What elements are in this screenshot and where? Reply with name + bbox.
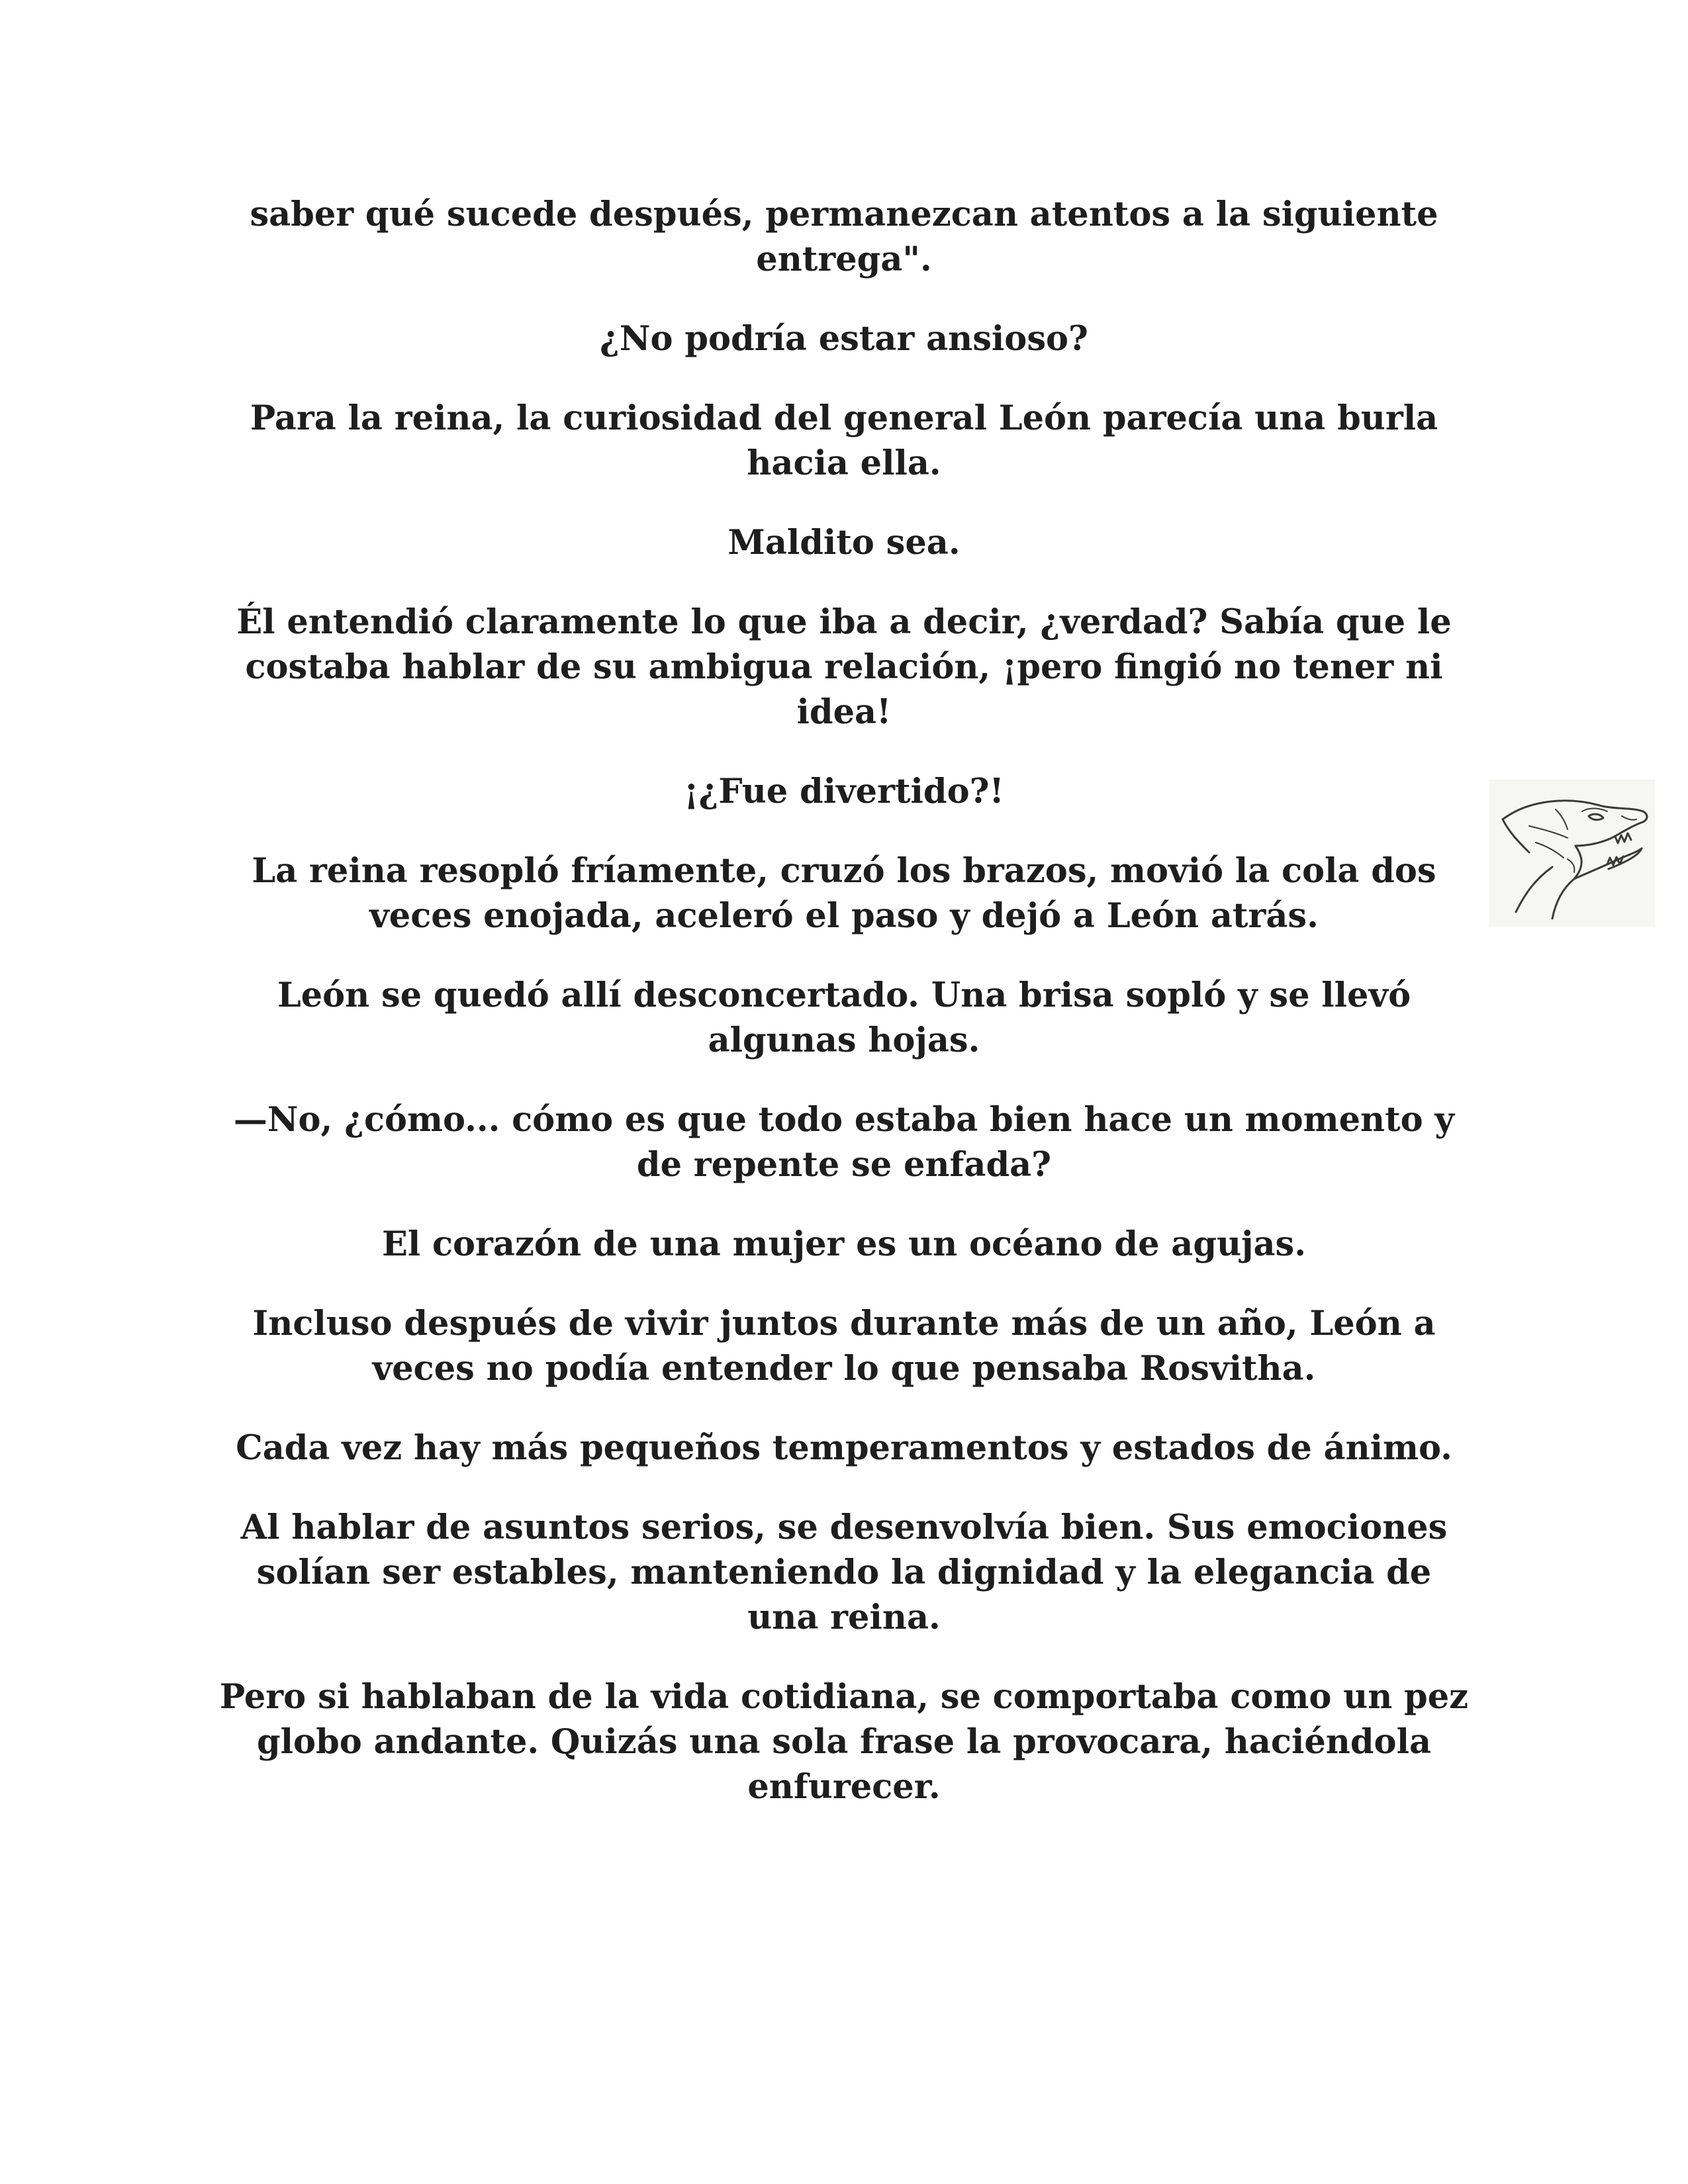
paragraph: Maldito sea. xyxy=(727,523,961,563)
dinosaur-head-icon xyxy=(1489,780,1655,927)
paragraph: Para la reina, la curiosidad del general León parecía una burla hacia ella. xyxy=(250,398,1438,483)
paragraph: León se quedó allí desconcertado. Una brisa sopló y se llevó algunas hojas. xyxy=(277,976,1411,1060)
paragraph: ¿No podría estar ansioso? xyxy=(600,319,1088,359)
paragraph: Pero si hablaban de la vida cotidiana, se comportaba como un pez globo andante. Quizás una sola frase la provocara, haciéndola enfurecer. xyxy=(219,1677,1469,1807)
body-text xyxy=(218,192,1470,1844)
paragraph: Él entendió claramente lo que iba a decir, ¿verdad? Sabía que le costaba hablar de su ambigua relación, ¡pero fingió no tener ni idea! xyxy=(236,602,1452,732)
paragraph: El corazón de una mujer es un océano de agujas. xyxy=(381,1224,1307,1264)
paragraph: Cada vez hay más pequeños temperamentos y estados de ánimo. xyxy=(236,1428,1452,1468)
paragraph: Incluso después de vivir juntos durante más de un año, León a veces no podía entender lo que pensaba Rosvitha. xyxy=(252,1304,1436,1388)
paragraph: —No, ¿cómo... cómo es que todo estaba bien hace un momento y de repente se enfada? xyxy=(233,1100,1455,1185)
paragraph: Al hablar de asuntos serios, se desenvolvía bien. Sus emociones solían ser estables, manteniendo la dignidad y la elegancia de una reina. xyxy=(240,1508,1448,1637)
paragraph: La reina resopló fríamente, cruzó los brazos, movió la cola dos veces enojada, aceleró el paso y dejó a León atrás. xyxy=(252,851,1436,936)
paragraph: saber qué sucede después, permanezcan atentos a la siguiente entrega". xyxy=(250,195,1438,279)
paragraph: ¡¿Fue divertido?! xyxy=(684,772,1004,811)
